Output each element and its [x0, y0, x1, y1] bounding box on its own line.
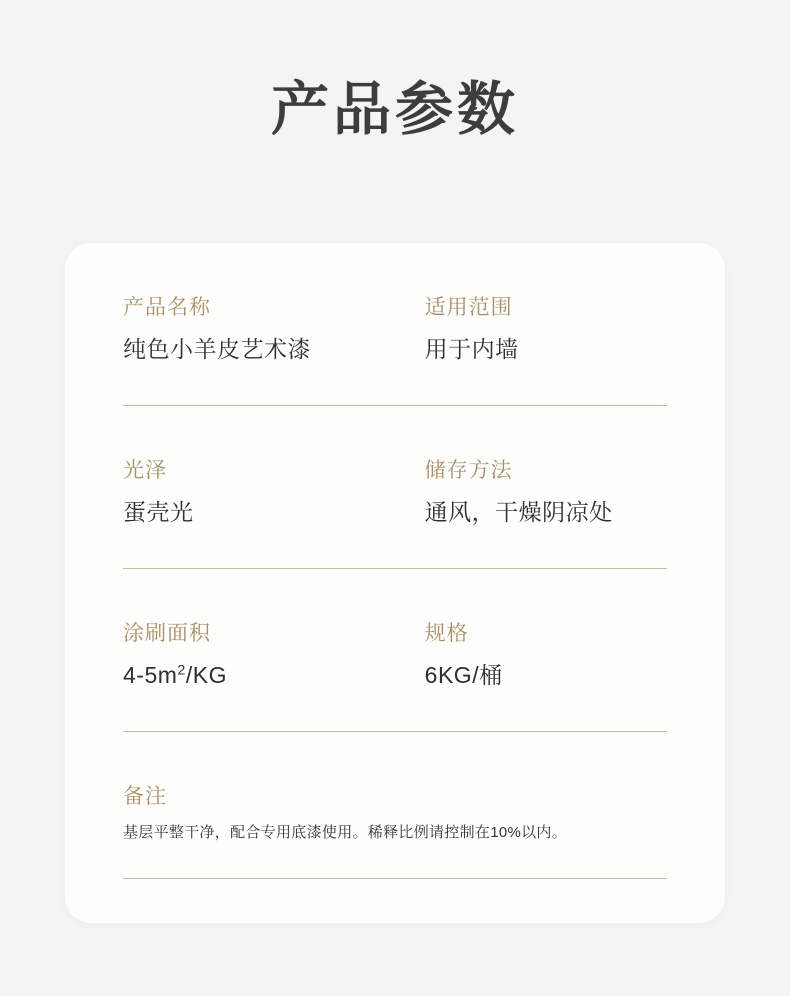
spec-cell-product-name [123, 291, 425, 365]
coverage-value-superscript: 2 [177, 662, 186, 679]
spec-value: 6KG/桶 [424, 661, 503, 688]
spec-label: 储存方法 [424, 458, 513, 482]
spec-value: 蛋壳光 [123, 498, 194, 525]
coverage-value-suffix: /KG [185, 661, 227, 688]
coverage-value-prefix: 4-5m [123, 661, 178, 688]
spec-row [123, 569, 667, 732]
spec-label: 规格 [424, 621, 469, 645]
spec-cell-storage-method [425, 454, 667, 528]
spec-row-note [123, 732, 667, 880]
page-title: 产品参数 [270, 77, 519, 142]
spec-cell-coverage-area [123, 617, 425, 691]
spec-cell-note [123, 780, 667, 845]
spec-label: 适用范围 [424, 296, 513, 319]
spec-value: 纯色小羊皮艺术漆 [123, 336, 311, 362]
spec-row [123, 406, 667, 569]
spec-label: 光泽 [123, 458, 167, 482]
spec-label: 涂刷面积 [123, 621, 211, 645]
spec-cell-gloss [123, 454, 425, 528]
spec-value [123, 661, 425, 691]
spec-cell-application-scope [425, 291, 667, 365]
spec-value: 通风，干燥阴凉处 [424, 498, 613, 525]
spec-card [65, 243, 725, 923]
spec-label: 备注 [123, 784, 167, 808]
spec-value: 基层平整干净，配合专用底漆使用。稀释比例请控制在10%以内。 [123, 823, 568, 841]
spec-value: 用于内墙 [424, 336, 519, 362]
spec-row [123, 243, 667, 406]
spec-label: 产品名称 [123, 296, 211, 319]
spec-cell-specification [425, 617, 667, 691]
spec-rows [65, 243, 725, 879]
